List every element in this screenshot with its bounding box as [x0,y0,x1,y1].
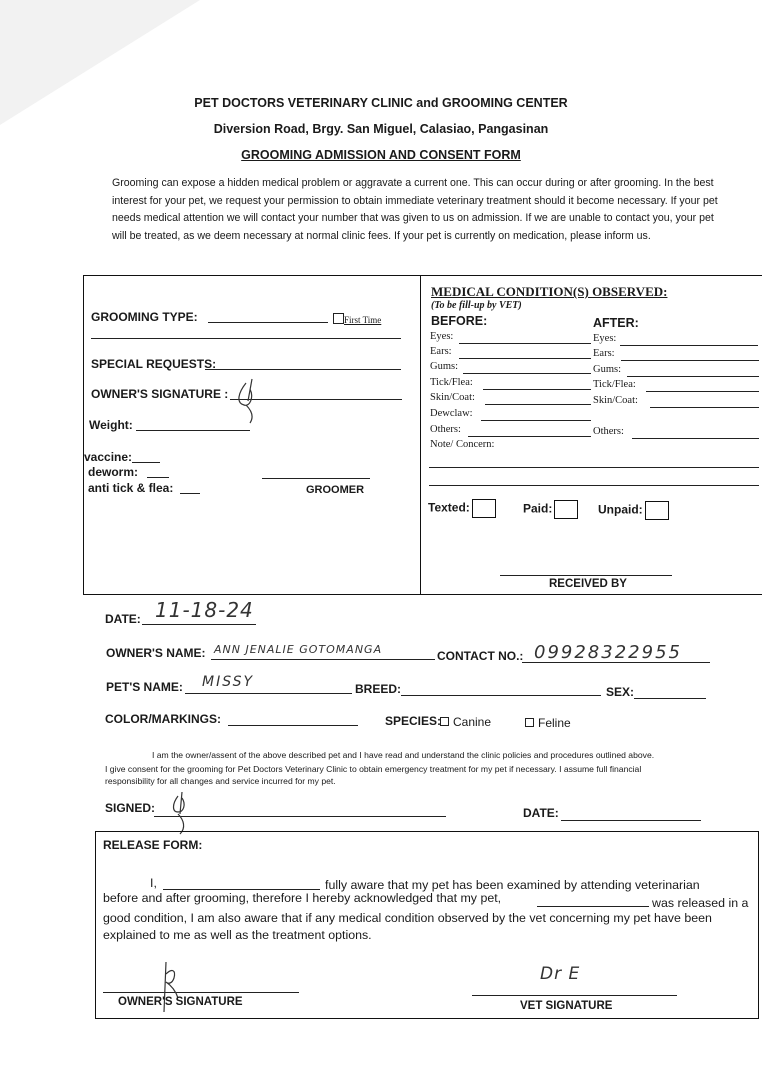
paid-checkbox[interactable] [554,500,578,519]
intro-paragraph: Grooming can expose a hidden medical problem or aggravate a current one. This can occur during or after grooming. In the best interest for your pet, we request your permission to obtain immediate veterinary treatment should it become necessary. If your pet needs medical attention we will contact your number that was given to us on admission. If we are unable to contact you, your pet will be treated, as we deem necessary at normal clinic fees. If your pet is currently on medication, please inform us. [112,177,718,242]
unpaid-label: Unpaid: [598,502,643,517]
consent-date-field[interactable] [561,820,701,821]
deworm-label: deworm: [88,465,139,479]
after-ears-label: Ears: [593,348,615,359]
before-others-field[interactable] [468,436,591,437]
special-requests-label: SPECIAL REQUESTS: [91,357,217,371]
release-pet-name-field[interactable] [537,906,649,907]
consent-line-3: responsibility for all changes and service incurred for my pet. [105,776,336,786]
received-by-label: RECEIVED BY [549,578,627,590]
release-line-1: fully aware that my pet has been examined by attending veterinarian [325,878,700,892]
pet-name-value: MISSY [202,674,255,690]
after-others-field[interactable] [632,438,759,439]
after-tickflea-field[interactable] [646,391,759,392]
canine-checkbox[interactable] [440,717,449,726]
anti-tick-field[interactable] [180,482,200,494]
release-title: RELEASE FORM: [103,838,203,852]
note-line-1[interactable] [429,467,759,468]
species-label: SPECIES: [385,714,442,728]
texted-option[interactable] [428,499,496,518]
after-gums-label: Gums: [593,364,622,375]
color-markings-field[interactable] [228,714,358,726]
release-owner-signature-line[interactable] [103,992,299,993]
before-gums-field[interactable] [463,373,591,374]
consent-line-2: I give consent for the grooming for Pet Doctors Veterinary Clinic to obtain emergency treatment for my pet if necessary. I assume full financial [105,764,642,774]
owner-name-label: OWNER'S NAME: [106,646,206,660]
paid-label: Paid: [523,501,553,516]
medical-subtitle: (To be fill-up by VET) [431,300,522,311]
before-eyes-label: Eyes: [430,331,454,342]
vet-signature-mark: Dr E [540,964,581,984]
feline-checkbox[interactable] [525,718,534,727]
after-eyes-label: Eyes: [593,333,617,344]
sex-label: SEX: [606,685,635,699]
vaccine-field[interactable] [132,451,160,463]
box-divider [420,276,421,594]
before-dewclaw-field[interactable] [481,420,591,421]
after-skincoat-label: Skin/Coat: [593,395,638,406]
groomer-line [262,478,370,479]
breed-field[interactable] [401,684,601,696]
owner-name-value: ANN JENALIE GOTOMANGA [214,643,383,656]
before-skincoat-label: Skin/Coat: [430,392,475,403]
after-gums-field[interactable] [627,376,759,377]
after-skincoat-field[interactable] [650,407,759,408]
texted-label: Texted: [428,500,470,515]
deworm-field[interactable] [147,466,169,478]
release-form-box [95,831,759,1019]
before-eyes-field[interactable] [459,343,591,344]
contact-value: 09928322955 [534,642,682,663]
received-by-line[interactable] [500,575,672,576]
release-line-4: explained to me as well as the treatment options. [103,928,372,942]
medical-title: MEDICAL CONDITION(S) OBSERVED: [431,284,668,299]
special-requests-field[interactable] [205,358,401,370]
signed-label: SIGNED: [105,801,156,815]
release-i: I, [150,876,157,890]
vet-signature-caption: VET SIGNATURE [520,1000,613,1012]
grooming-type-label: GROOMING TYPE: [91,310,198,324]
grooming-type-line [91,338,401,339]
weight-label: Weight: [89,418,133,432]
pet-name-label: PET'S NAME: [106,680,183,694]
groomer-label: GROOMER [306,484,365,496]
before-heading: BEFORE: [431,314,488,328]
species-canine-option[interactable] [440,715,491,729]
grooming-type-field[interactable] [208,311,328,323]
consent-date-label: DATE: [523,806,559,820]
signed-field[interactable] [154,816,446,817]
before-gums-label: Gums: [430,361,459,372]
after-eyes-field[interactable] [620,345,758,346]
sex-field[interactable] [634,687,706,699]
color-markings-label: COLOR/MARKINGS: [105,712,221,726]
contact-label: CONTACT NO.: [437,649,524,663]
clinic-address: Diversion Road, Brgy. San Miguel, Calasiao, Pangasinan [213,122,549,136]
breed-label: BREED: [355,682,402,696]
before-ears-label: Ears: [430,346,452,357]
paid-option[interactable] [523,500,578,519]
weight-field[interactable] [136,419,250,431]
release-line-2b: was released in a [652,896,749,910]
before-skincoat-field[interactable] [485,404,591,405]
vaccine-label: vaccine: [84,450,133,464]
note-line-2[interactable] [429,485,759,486]
note-concern-label: Note/ Concern: [430,439,495,450]
owner-signature-label: OWNER'S SIGNATURE : [91,387,229,401]
release-line-3: good condition, I am also aware that if any medical condition observed by the vet concerning my pet have been [103,911,712,925]
canine-label: Canine [453,715,492,729]
unpaid-checkbox[interactable] [645,501,669,520]
form-title: GROOMING ADMISSION AND CONSENT FORM [241,148,521,162]
vet-signature-line[interactable] [472,995,677,996]
release-owner-name-field[interactable] [163,889,320,890]
date-label: DATE: [105,612,141,626]
species-feline-option[interactable] [525,716,571,730]
first-time-label: First Time [344,315,382,325]
consent-line-1: I am the owner/assent of the above described pet and I have read and understand the clinic policies and procedures outlined above. [152,750,655,760]
before-dewclaw-label: Dewclaw: [430,408,473,419]
anti-tick-label: anti tick & flea: [88,481,174,495]
after-others-label: Others: [593,426,624,437]
feline-label: Feline [538,716,571,730]
date-value: 11-18-24 [155,598,254,622]
before-tickflea-label: Tick/Flea: [430,377,473,388]
release-line-2a: before and after grooming, therefore I hereby acknowledged that my pet, [103,891,502,905]
first-time-checkbox[interactable] [333,313,344,324]
before-others-label: Others: [430,424,461,435]
owner-signature-caption: OWNER'S SIGNATURE [118,996,243,1008]
release-owner-signature-mark [158,958,184,1018]
before-tickflea-field[interactable] [483,389,591,390]
before-ears-field[interactable] [459,358,591,359]
after-ears-field[interactable] [621,360,759,361]
after-heading: AFTER: [593,316,639,330]
unpaid-option[interactable] [598,501,669,520]
first-time-option[interactable] [333,313,381,325]
after-tickflea-label: Tick/Flea: [593,379,636,390]
clinic-name: PET DOCTORS VETERINARY CLINIC and GROOMING CENTER [194,96,568,110]
texted-checkbox[interactable] [472,499,496,518]
